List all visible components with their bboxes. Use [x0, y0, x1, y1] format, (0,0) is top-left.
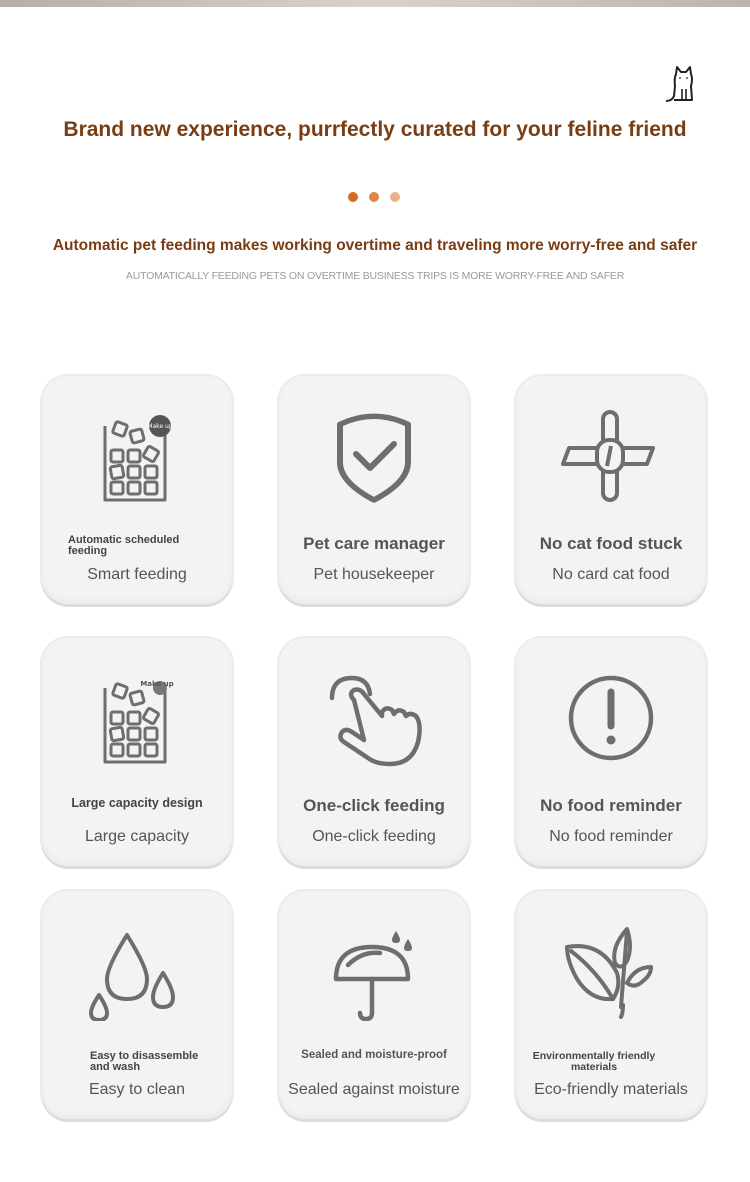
make-up-badge: Make up	[147, 423, 173, 430]
feature-card-sealed	[279, 891, 469, 1119]
make-up-badge: Make up	[140, 680, 174, 688]
umbrella-icon	[324, 921, 424, 1021]
feature-title: No food reminder	[540, 796, 682, 815]
carousel-dots	[345, 192, 405, 202]
feature-card-large-capacity	[42, 638, 232, 866]
subnote: AUTOMATICALLY FEEDING PETS ON OVERTIME BUSINESS TRIPS IS MORE WORRY-FREE AND SAFER	[125, 270, 625, 282]
feature-title: Pet care manager	[303, 534, 445, 553]
subheadline: Automatic pet feeding makes working overtime and traveling more worry-free and safer	[52, 237, 698, 254]
feature-subtitle: Smart feeding	[87, 566, 187, 583]
feature-title: Environmentally friendly materials	[532, 1050, 656, 1073]
feature-title: Automatic scheduled feeding	[68, 534, 180, 557]
feature-card-no-stuck	[516, 376, 706, 604]
feature-title: One-click feeding	[303, 796, 445, 815]
feature-title: No cat food stuck	[539, 534, 683, 553]
shield-check-icon	[324, 406, 424, 506]
feature-subtitle: Pet housekeeper	[313, 566, 435, 583]
headline: Brand new experience, purrfectly curated for your feline friend	[63, 118, 687, 141]
feature-subtitle: No food reminder	[549, 828, 673, 845]
feature-card-eco	[516, 891, 706, 1119]
food-container-icon	[87, 406, 187, 506]
feature-card-pet-care	[279, 376, 469, 604]
feature-title: Easy to disassemble and wash	[90, 1050, 199, 1073]
top-banner-strip	[0, 0, 750, 7]
feature-card-no-food-reminder	[516, 638, 706, 866]
feature-card-one-click	[279, 638, 469, 866]
feature-subtitle: Large capacity	[84, 828, 190, 845]
anti-jam-rotor-icon	[561, 406, 661, 506]
feature-subtitle: Easy to clean	[88, 1081, 186, 1098]
food-container-icon	[87, 668, 187, 768]
cat-icon	[662, 64, 702, 104]
water-drops-icon	[87, 921, 187, 1021]
feature-card-easy-clean	[42, 891, 232, 1119]
feature-subtitle: No card cat food	[552, 566, 670, 583]
tap-hand-icon	[324, 668, 424, 768]
feature-subtitle: Sealed against moisture	[288, 1081, 460, 1098]
feature-card-scheduled-feeding	[42, 376, 232, 604]
carousel-dot-2[interactable]	[369, 192, 379, 202]
feature-subtitle: Eco-friendly materials	[534, 1081, 688, 1098]
feature-title: Sealed and moisture-proof	[301, 1049, 447, 1061]
exclamation-icon	[561, 668, 661, 768]
feature-title: Large capacity design	[71, 796, 203, 810]
carousel-dot-1[interactable]	[348, 192, 358, 202]
leaves-icon	[561, 921, 661, 1021]
feature-subtitle: One-click feeding	[312, 828, 436, 845]
carousel-dot-3[interactable]	[390, 192, 400, 202]
